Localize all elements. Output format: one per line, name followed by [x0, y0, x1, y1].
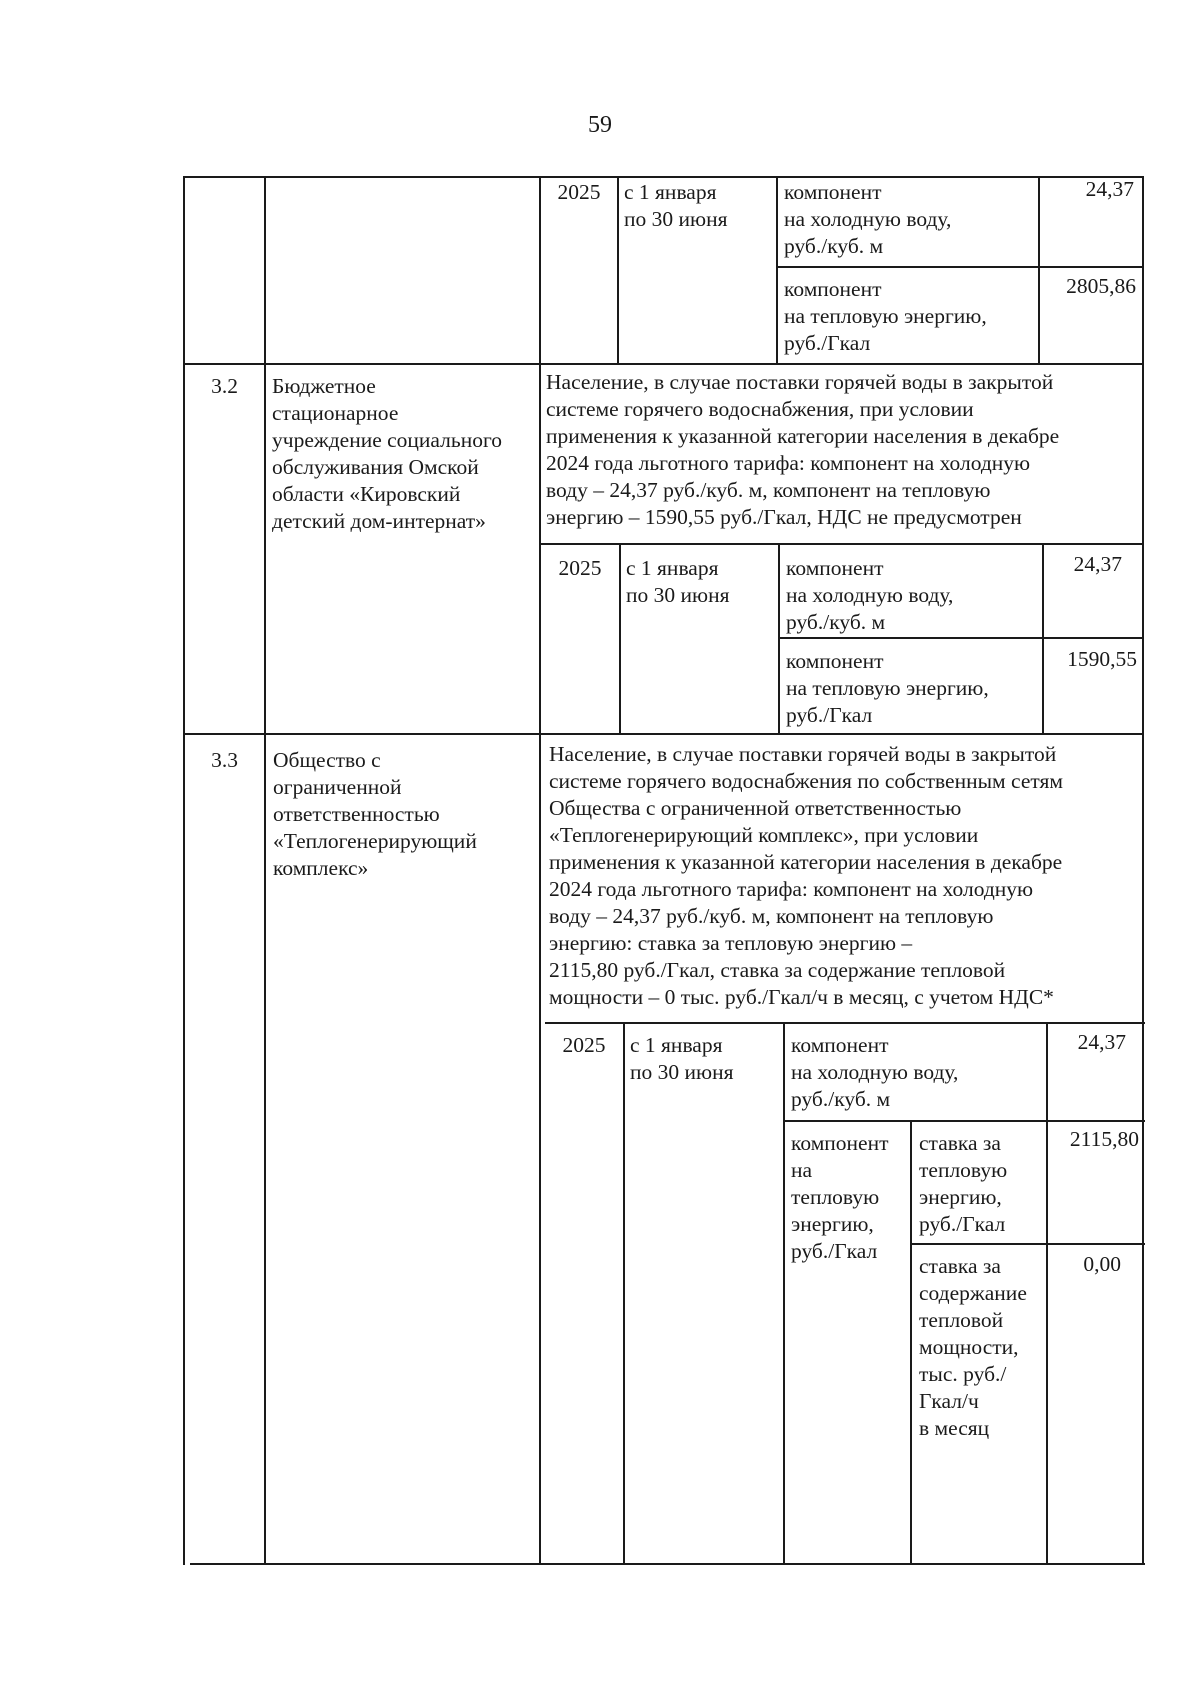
- entry-3-3-heat-rate-label: [919, 1130, 1007, 1238]
- label-line: ставка за: [919, 1131, 1001, 1155]
- label-line: руб./куб. м: [791, 1087, 891, 1111]
- rule-right: [1142, 176, 1144, 1565]
- period-line: по 30 июня: [630, 1060, 734, 1084]
- entry-3-3-heat-label: [791, 1130, 889, 1265]
- desc-line: воду – 24,37 руб./куб. м, компонент на тепловую: [546, 478, 991, 502]
- label-line: компонент: [784, 277, 882, 301]
- rule-label-col-1: [1038, 176, 1040, 365]
- entry-3-2-period: [626, 555, 729, 609]
- rule-top: [183, 176, 1143, 178]
- row1-period: [624, 179, 727, 233]
- label-line: на: [791, 1158, 813, 1182]
- desc-line: применения к указанной категории населения в декабре: [549, 850, 1063, 874]
- label-line: энергию,: [919, 1185, 1002, 1209]
- rule-org-col: [539, 176, 541, 1565]
- rule-year-col-2: [619, 543, 621, 735]
- row1-heat-value: 2805,86: [1066, 274, 1136, 298]
- rule-period-col-3: [783, 1022, 785, 1565]
- entry-3-3-capacity-rate-label: [919, 1253, 1027, 1442]
- row1-period-line: по 30 июня: [624, 207, 728, 231]
- label-line: на тепловую энергию,: [784, 304, 987, 328]
- desc-line: воду – 24,37 руб./куб. м, компонент на тепловую: [549, 904, 994, 928]
- label-line: тепловую: [919, 1158, 1008, 1182]
- label-line: ставка за: [919, 1254, 1001, 1278]
- org-line: «Теплогенерирующий: [273, 829, 477, 853]
- org-line: стационарное: [272, 401, 399, 425]
- label-line: руб./Гкал: [919, 1212, 1006, 1236]
- rule-32-mid: [778, 637, 1144, 639]
- desc-line: 2115,80 руб./Гкал, ставка за содержание тепловой: [549, 958, 1006, 982]
- rule-label-col-3a: [910, 1120, 912, 1565]
- label-line: энергию,: [791, 1212, 874, 1236]
- entry-3-3-heat-rate-value: 2115,80: [1069, 1127, 1139, 1151]
- label-line: в месяц: [919, 1416, 990, 1440]
- label-line: руб./Гкал: [784, 331, 871, 355]
- row1-cold-water-label: [784, 179, 951, 260]
- period-line: с 1 января: [630, 1033, 723, 1057]
- desc-line: 2024 года льготного тарифа: компонент на холодную: [546, 451, 1031, 475]
- label-line: тыс. руб./: [919, 1362, 1007, 1386]
- desc-line: энергию: ставка за тепловую энергию –: [549, 931, 913, 955]
- label-line: тепловую: [791, 1185, 880, 1209]
- rule-32-bottom: [183, 733, 1144, 735]
- entry-3-3-description: [549, 741, 1063, 1011]
- entry-3-2-description: [546, 369, 1059, 531]
- rule-period-col-2: [778, 543, 780, 735]
- row1-cold-water-value: 24,37: [1085, 177, 1134, 201]
- desc-line: системе горячего водоснабжения по собственным сетям: [549, 769, 1063, 793]
- desc-line: применения к указанной категории населения в декабре: [546, 424, 1060, 448]
- label-line: Гкал/ч: [919, 1389, 979, 1413]
- org-line: Бюджетное: [272, 374, 376, 398]
- org-line: ограниченной: [273, 775, 402, 799]
- entry-3-2-number: 3.2: [211, 374, 238, 398]
- entry-3-3-period: [630, 1032, 733, 1086]
- rule-row1-bottom: [183, 363, 1143, 365]
- label-line: на холодную воду,: [791, 1060, 959, 1084]
- entry-3-2-cold-water-label: [786, 555, 953, 636]
- label-line: руб./куб. м: [784, 234, 884, 258]
- desc-line: Население, в случае поставки горячей воды в закрытой: [549, 742, 1057, 766]
- org-line: учреждение социального: [272, 428, 502, 452]
- rule-32-desc: [541, 543, 1144, 545]
- org-line: ответственностью: [273, 802, 440, 826]
- page-number: 59: [588, 112, 612, 138]
- entry-3-2-organization: [272, 373, 502, 535]
- label-line: руб./Гкал: [786, 703, 873, 727]
- label-line: компонент: [786, 556, 884, 580]
- label-line: тепловой: [919, 1308, 1004, 1332]
- rule-table-bottom: [190, 1563, 1145, 1565]
- rule-33-desc: [545, 1022, 1145, 1024]
- org-line: Общество с: [273, 748, 381, 772]
- entry-3-3-organization: [273, 747, 477, 882]
- desc-line: Население, в случае поставки горячей воды в закрытой: [546, 370, 1054, 394]
- label-line: руб./Гкал: [791, 1239, 878, 1263]
- desc-line: энергию – 1590,55 руб./Гкал, НДС не предусмотрен: [546, 505, 1022, 529]
- rule-label-col-3b: [1046, 1022, 1048, 1565]
- row1-heat-label: [784, 276, 987, 357]
- rule-row1-mid: [776, 266, 1143, 268]
- org-line: детский дом-интернат»: [272, 509, 486, 533]
- label-line: руб./куб. м: [786, 610, 886, 634]
- org-line: комплекс»: [273, 856, 369, 880]
- label-line: на холодную воду,: [786, 583, 954, 607]
- entry-3-3-cold-water-value: 24,37: [1077, 1030, 1126, 1054]
- label-line: мощности,: [919, 1335, 1019, 1359]
- desc-line: мощности – 0 тыс. руб./Гкал/ч в месяц, с учетом НДС*: [549, 985, 1054, 1009]
- entry-3-3-capacity-rate-value: 0,00: [1083, 1252, 1121, 1276]
- desc-line: Общества с ограниченной ответственностью: [549, 796, 962, 820]
- period-line: по 30 июня: [626, 583, 730, 607]
- entry-3-2-heat-value: 1590,55: [1067, 647, 1137, 671]
- rule-year-col-3: [623, 1022, 625, 1565]
- entry-3-2-heat-label: [786, 648, 989, 729]
- rule-year-col-1: [617, 176, 619, 365]
- org-line: области «Кировский: [272, 482, 461, 506]
- rule-33-sub: [912, 1243, 1145, 1245]
- entry-3-2-cold-water-value: 24,37: [1073, 552, 1122, 576]
- row1-period-line: с 1 января: [624, 180, 717, 204]
- rule-num-col: [264, 176, 266, 1565]
- rule-33-mid: [783, 1120, 1145, 1122]
- period-line: с 1 января: [626, 556, 719, 580]
- label-line: на холодную воду,: [784, 207, 952, 231]
- desc-line: системе горячего водоснабжения, при условии: [546, 397, 974, 421]
- label-line: компонент: [791, 1131, 889, 1155]
- entry-3-3-number: 3.3: [211, 748, 238, 772]
- label-line: компонент: [784, 180, 882, 204]
- row1-year: 2025: [557, 180, 601, 204]
- org-line: обслуживания Омской: [272, 455, 479, 479]
- entry-3-2-year: 2025: [558, 556, 602, 580]
- rule-period-col-1: [776, 176, 778, 365]
- label-line: компонент: [786, 649, 884, 673]
- label-line: компонент: [791, 1033, 889, 1057]
- label-line: на тепловую энергию,: [786, 676, 989, 700]
- label-line: содержание: [919, 1281, 1027, 1305]
- desc-line: 2024 года льготного тарифа: компонент на холодную: [549, 877, 1034, 901]
- entry-3-3-year: 2025: [562, 1033, 606, 1057]
- entry-3-3-cold-water-label: [791, 1032, 958, 1113]
- desc-line: «Теплогенерирующий комплекс», при условии: [549, 823, 979, 847]
